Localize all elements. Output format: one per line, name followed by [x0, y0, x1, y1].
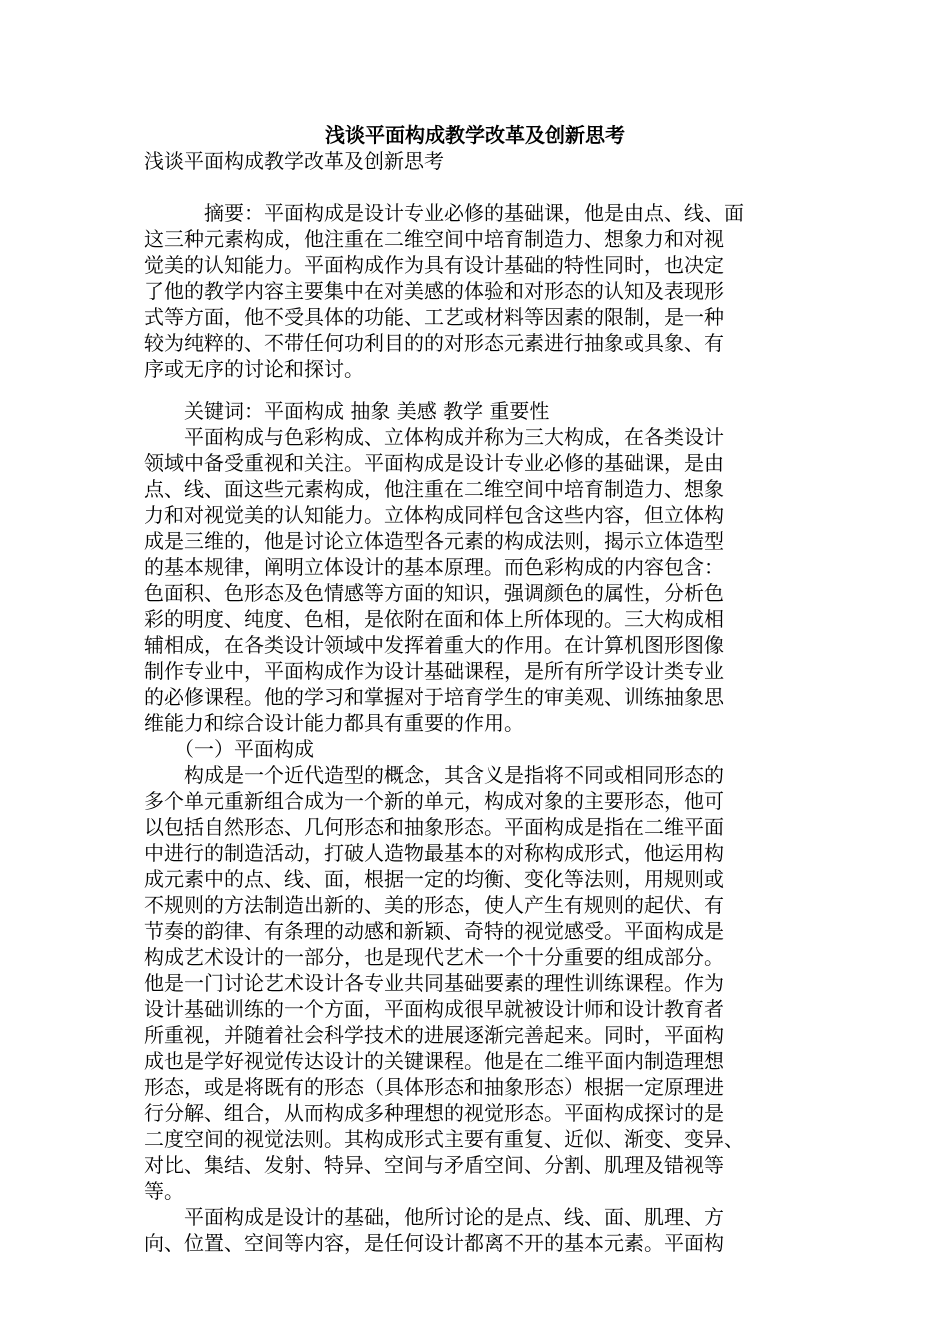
text-line: 觉美的认知能力。平面构成作为具有设计基础的特性同时，也决定 [144, 253, 724, 277]
text-line: 平面构成与色彩构成、立体构成并称为三大构成，在各类设计 [144, 425, 724, 449]
text-line: 向、位置、空间等内容，是任何设计都离不开的基本元素。平面构 [144, 1231, 724, 1255]
text-line: （一）平面构成 [144, 737, 314, 761]
text-line: 他是一门讨论艺术设计各专业共同基础要素的理性训练课程。作为 [144, 971, 724, 995]
text-line: 色面积、色形态及色情感等方面的知识，强调颜色的属性，分析色 [144, 581, 724, 605]
text-line: 对比、集结、发射、特异、空间与矛盾空间、分割、肌理及错视等 [144, 1153, 724, 1177]
document-subtitle: 浅谈平面构成教学改革及创新思考 [144, 149, 444, 173]
text-line: 二度空间的视觉法则。其构成形式主要有重复、近似、渐变、变异、 [144, 1127, 744, 1151]
text-line: 构成艺术设计的一部分，也是现代艺术一个十分重要的组成部分。 [144, 945, 724, 969]
text-line: 成也是学好视觉传达设计的关键课程。他是在二维平面内制造理想 [144, 1049, 724, 1073]
text-line: 这三种元素构成，他注重在二维空间中培育制造力、想象力和对视 [144, 227, 724, 251]
keywords-line-block [144, 398, 808, 424]
text-line: 力和对视觉美的认知能力。立体构成同样包含这些内容，但立体构 [144, 503, 724, 527]
text-line: 的必修课程。他的学习和掌握对于培育学生的审美观、训练抽象思 [144, 685, 724, 709]
text-line: 形态，或是将既有的形态（具体形态和抽象形态）根据一定原理进 [144, 1075, 724, 1099]
text-line: 节奏的韵律、有条理的动感和新颖、奇特的视觉感受。平面构成是 [144, 919, 724, 943]
text-line: 了他的教学内容主要集中在对美感的体验和对形态的认知及表现形 [144, 279, 724, 303]
text-line: 行分解、组合，从而构成多种理想的视觉形态。平面构成探讨的是 [144, 1101, 724, 1125]
text-line: 维能力和综合设计能力都具有重要的作用。 [144, 711, 524, 735]
text-line: 较为纯粹的、不带任何功利目的的对形态元素进行抽象或具象、有 [144, 331, 724, 355]
text-line: 中进行的制造活动，打破人造物最基本的对称构成形式，他运用构 [144, 841, 724, 865]
text-line: 成是三维的，他是讨论立体造型各元素的构成法则，揭示立体造型 [144, 529, 724, 553]
text-line: 领域中备受重视和关注。平面构成是设计专业必修的基础课，是由 [144, 451, 724, 475]
body-text [144, 424, 808, 1256]
text-line: 以包括自然形态、几何形态和抽象形态。平面构成是指在二维平面 [144, 815, 724, 839]
text-line: 制作专业中，平面构成作为设计基础课程，是所有所学设计类专业 [144, 659, 724, 683]
document-title: 浅谈平面构成教学改革及创新思考 [325, 123, 625, 147]
text-line: 序或无序的讨论和探讨。 [144, 357, 364, 381]
text-line: 平面构成是设计的基础，他所讨论的是点、线、面、肌理、方 [144, 1205, 724, 1229]
text-line: 构成是一个近代造型的概念，其含义是指将不同或相同形态的 [144, 763, 724, 787]
text-line: 点、线、面这些元素构成，他注重在二维空间中培育制造力、想象 [144, 477, 724, 501]
text-line: 设计基础训练的一个方面，平面构成很早就被设计师和设计教育者 [144, 997, 724, 1021]
text-line: 彩的明度、纯度、色相，是依附在面和体上所体现的。三大构成相 [144, 607, 724, 631]
keywords-line: 关键词：平面构成 抽象 美感 教学 重要性 [144, 399, 550, 423]
text-line: 辅相成，在各类设计领域中发挥着重大的作用。在计算机图形图像 [144, 633, 724, 657]
text-line: 式等方面，他不受具体的功能、工艺或材料等因素的限制，是一种 [144, 305, 724, 329]
text-line: 成元素中的点、线、面，根据一定的均衡、变化等法则，用规则或 [144, 867, 724, 891]
text-line: 所重视，并随着社会科学技术的进展逐渐完善起来。同时，平面构 [144, 1023, 724, 1047]
text-line: 多个单元重新组合成为一个新的单元，构成对象的主要形态，他可 [144, 789, 724, 813]
text-line: 的基本规律，阐明立体设计的基本原理。而色彩构成的内容包含： [144, 555, 724, 579]
text-line: 不规则的方法制造出新的、美的形态，使人产生有规则的起伏、有 [144, 893, 724, 917]
abstract-paragraph [144, 200, 808, 382]
text-line: 摘要：平面构成是设计专业必修的基础课，他是由点、线、面 [144, 201, 744, 225]
text-line: 等。 [144, 1179, 184, 1203]
